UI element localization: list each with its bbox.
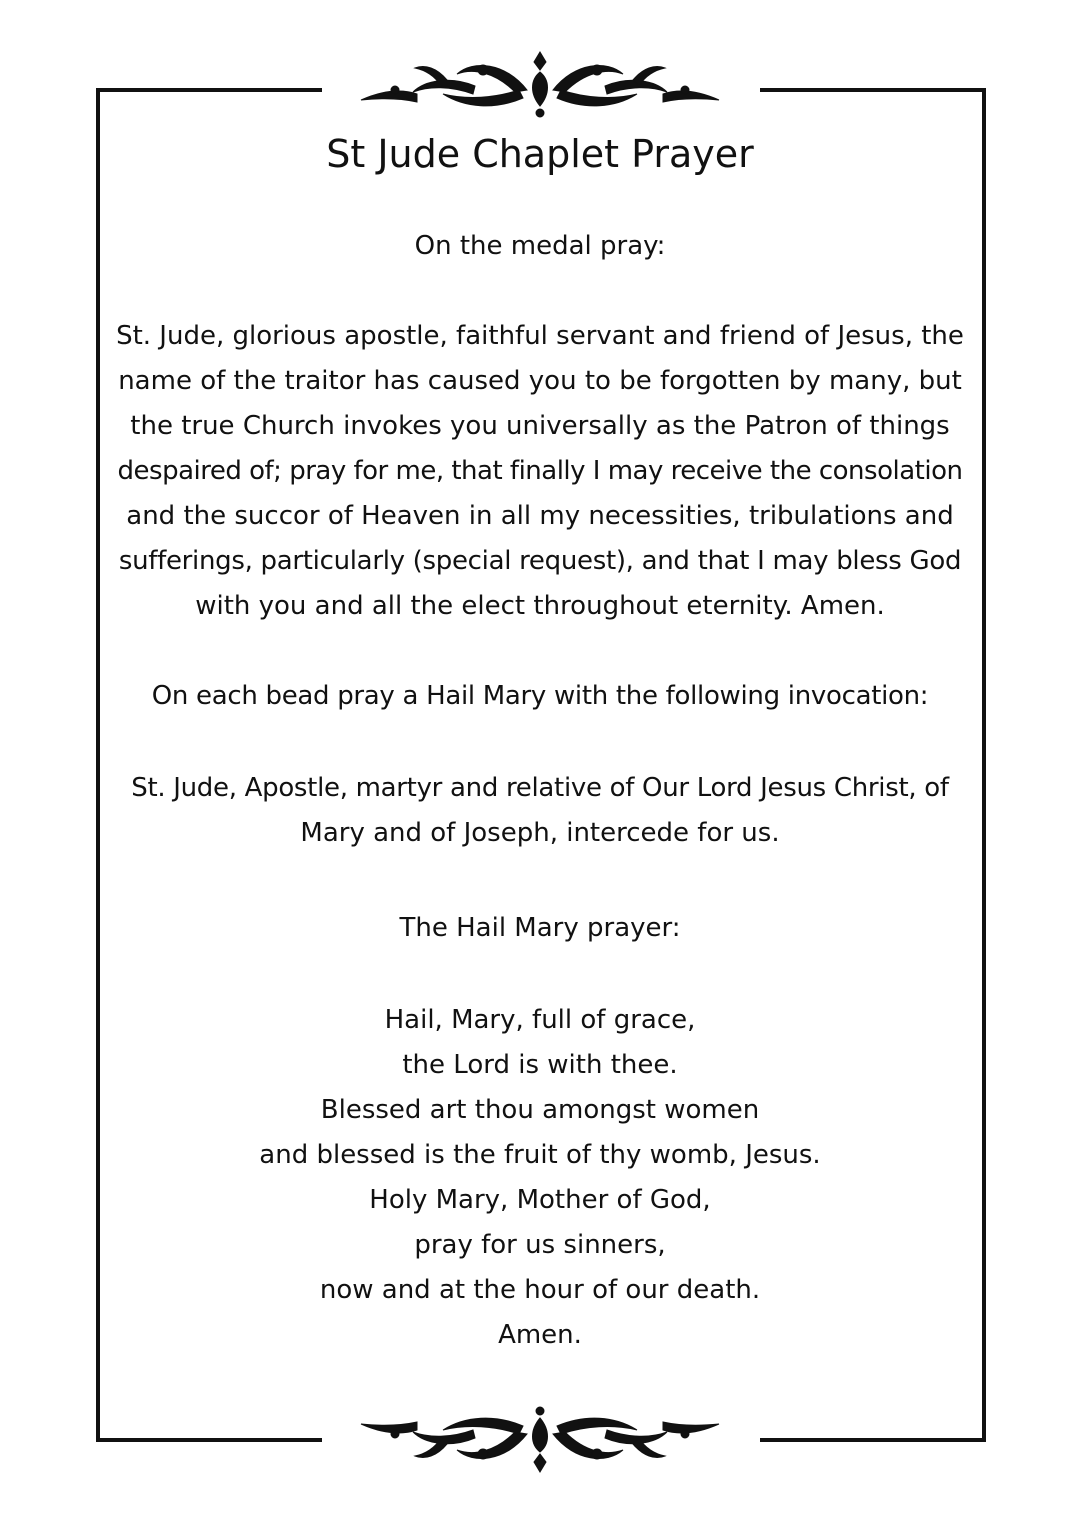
frame-right [982, 88, 986, 1442]
medal-prayer-line: sufferings, particularly (special request), and that I may bless God [118, 546, 962, 576]
frame-top-right [760, 88, 986, 92]
top-flourish-ornament [355, 50, 725, 120]
medal-prayer-line: St. Jude, glorious apostle, faithful servant and friend of Jesus, the [116, 321, 964, 351]
bead-heading: On each bead pray a Hail Mary with the following invocation: [151, 681, 929, 711]
frame-bottom-left [96, 1438, 322, 1442]
bottom-flourish-ornament [355, 1404, 725, 1474]
medal-prayer [108, 314, 972, 629]
hail-mary-heading: The Hail Mary prayer: [399, 913, 681, 943]
invocation-line: St. Jude, Apostle, martyr and relative of Our Lord Jesus Christ, of [131, 773, 949, 803]
hail-mary-line: pray for us sinners, [414, 1230, 666, 1260]
frame-left [96, 88, 100, 1442]
medal-prayer-line: with you and all the elect throughout eternity. Amen. [195, 591, 885, 621]
page-title: St Jude Chaplet Prayer [326, 132, 754, 176]
medal-prayer-line: name of the traitor has caused you to be forgotten by many, but [118, 366, 962, 396]
hail-mary-line: Blessed art thou amongst women [320, 1095, 760, 1125]
hail-mary-line: and blessed is the fruit of thy womb, Jesus. [259, 1140, 821, 1170]
hail-mary-prayer [108, 998, 972, 1358]
medal-heading: On the medal pray: [414, 231, 666, 261]
frame-top-left [96, 88, 322, 92]
hail-mary-line: Holy Mary, Mother of God, [369, 1185, 711, 1215]
hail-mary-line: the Lord is with thee. [402, 1050, 678, 1080]
medal-prayer-line: the true Church invokes you universally as the Patron of things [130, 411, 950, 441]
frame-bottom-right [760, 1438, 986, 1442]
hail-mary-line: Amen. [498, 1320, 582, 1350]
medal-prayer-line: despaired of; pray for me, that finally I may receive the consolation [117, 456, 963, 486]
hail-mary-line: Hail, Mary, full of grace, [384, 1005, 696, 1035]
invocation [108, 766, 972, 856]
medal-prayer-line: and the succor of Heaven in all my necessities, tribulations and [126, 501, 954, 531]
invocation-line: Mary and of Joseph, intercede for us. [300, 818, 780, 848]
hail-mary-line: now and at the hour of our death. [319, 1275, 761, 1305]
